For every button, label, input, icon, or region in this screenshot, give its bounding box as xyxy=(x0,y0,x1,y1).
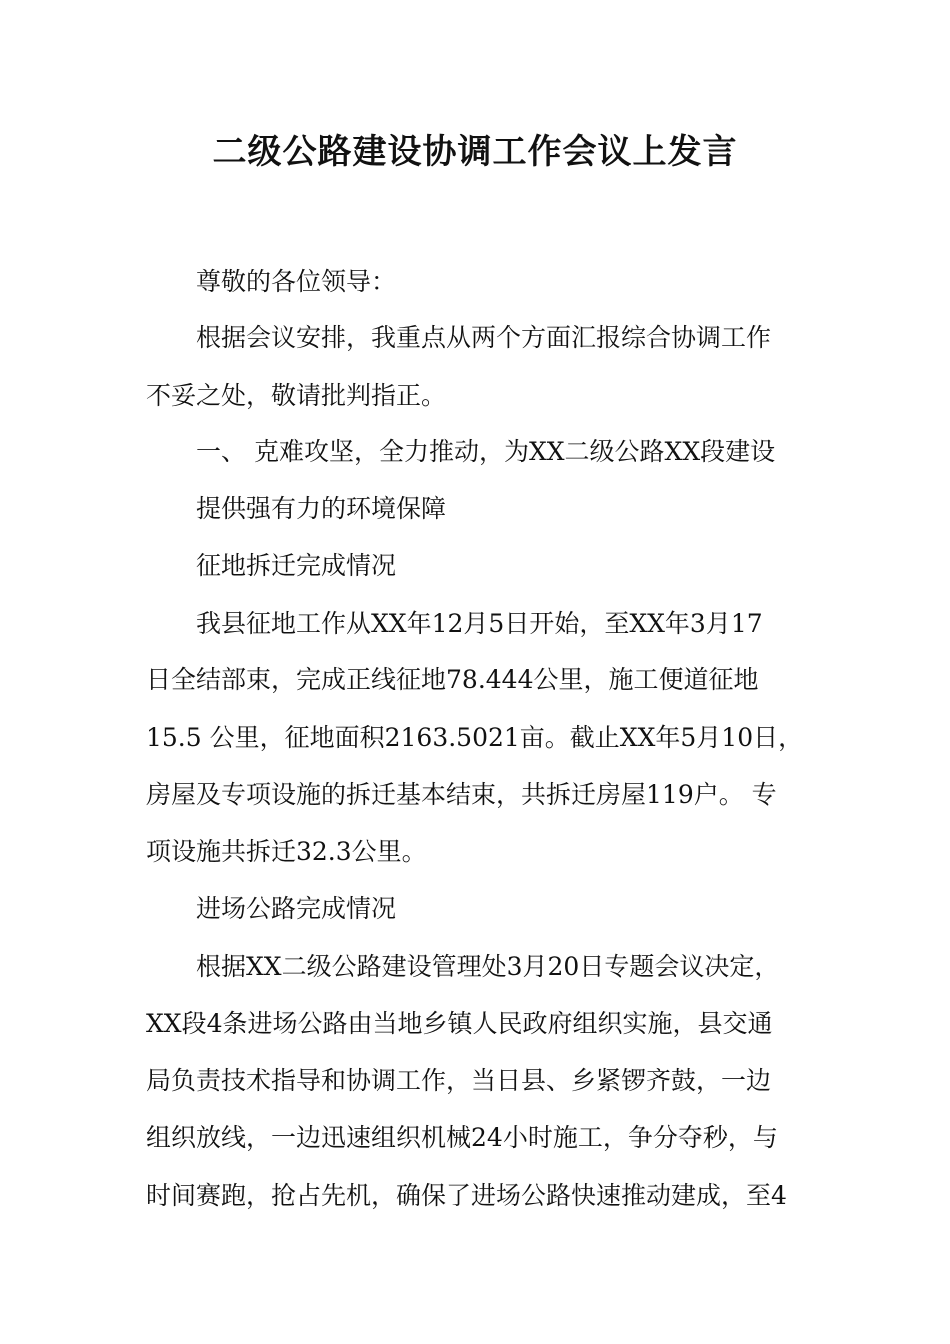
paragraph-line: 项设施共拆迁32.3公里。 xyxy=(146,837,427,866)
paragraph-line: 时间赛跑，抢占先机，确保了进场公路快速推动建成，至4 xyxy=(146,1181,787,1210)
salutation: 尊敬的各位领导： xyxy=(196,267,397,296)
section-heading: 一、 克难攻坚，全力推动，为XX二级公路XX段建设 xyxy=(196,437,776,466)
paragraph-line: 日全结部束，完成正线征地78.444公里，施工便道征地 xyxy=(146,665,759,694)
section-heading: 提供强有力的环境保障 xyxy=(196,494,447,523)
paragraph-line: 不妥之处，敬请批判指正。 xyxy=(146,381,447,410)
paragraph-line: 根据XX二级公路建设管理处3月20日专题会议决定， xyxy=(196,952,780,981)
subsection-heading: 进场公路完成情况 xyxy=(196,894,397,923)
document-title: 二级公路建设协调工作会议上发言 xyxy=(212,132,738,172)
paragraph-line: 15.5 公里，征地面积2163.5021亩。截止XX年5月10日， xyxy=(146,723,804,752)
paragraph-line: 组织放线，一边迅速组织机械24小时施工，争分夺秒，与 xyxy=(146,1123,778,1152)
paragraph-line: 我县征地工作从XX年12月5日开始，至XX年3月17 xyxy=(196,609,763,638)
paragraph-line: XX段4条进场公路由当地乡镇人民政府组织实施，县交通 xyxy=(146,1009,773,1038)
subsection-heading: 征地拆迁完成情况 xyxy=(196,551,397,580)
paragraph-line: 局负责技术指导和协调工作，当日县、乡紧锣齐鼓，一边 xyxy=(146,1066,772,1095)
paragraph-line: 房屋及专项设施的拆迁基本结束，共拆迁房屋119户。 专 xyxy=(146,780,777,809)
paragraph-line: 根据会议安排，我重点从两个方面汇报综合协调工作 xyxy=(196,323,772,352)
